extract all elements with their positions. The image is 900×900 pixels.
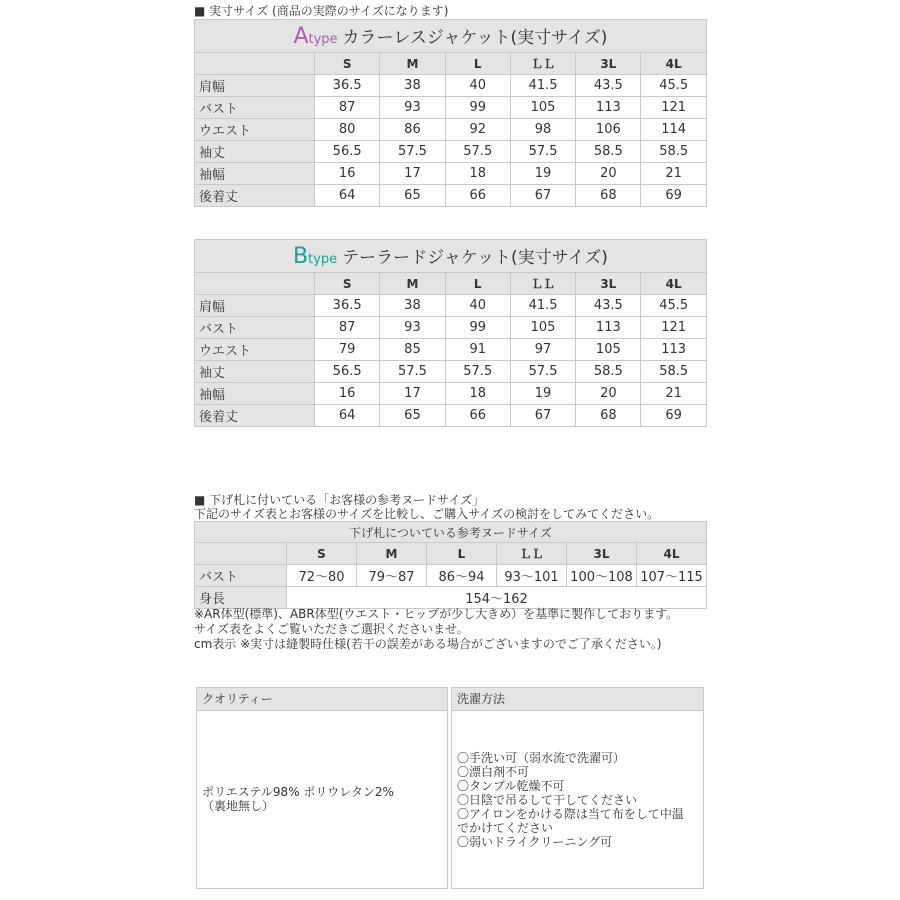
size-header: M (380, 53, 445, 75)
corner-cell (195, 543, 287, 565)
cell: 17 (380, 163, 445, 185)
cell: 121 (641, 317, 706, 339)
cell: 105 (510, 317, 575, 339)
cell: 57.5 (510, 361, 575, 383)
cell: 93 (380, 97, 445, 119)
row-label: バスト (195, 97, 315, 119)
cell: 65 (380, 185, 445, 207)
size-header: L (427, 543, 497, 565)
quality-line: （裏地無し） (202, 799, 275, 813)
row-label: バスト (195, 317, 315, 339)
cell: 36.5 (315, 295, 380, 317)
cell: 45.5 (641, 75, 706, 97)
size-header: S (315, 273, 380, 295)
nude-size-table (194, 521, 707, 609)
table-title-text: テーラードジャケット(実寸サイズ) (342, 248, 608, 268)
size-header: M (357, 543, 427, 565)
washing-line: 〇タンブル乾燥不可 (457, 779, 565, 793)
section-heading-actual-size: ■ 実寸サイズ (商品の実際のサイズになります) (194, 4, 449, 18)
cell: 85 (380, 339, 445, 361)
cell: 38 (380, 295, 445, 317)
cell: 154～162 (287, 587, 707, 609)
cell: 16 (315, 383, 380, 405)
type-label: type (308, 32, 338, 47)
washing-line: でかけてください (457, 821, 554, 835)
cell: 106 (576, 119, 641, 141)
cell: 79 (315, 339, 380, 361)
cell: 65 (380, 405, 445, 427)
cell: 58.5 (641, 141, 706, 163)
size-header-row (195, 273, 707, 295)
note-line: サイズ表をよくご覧いただきご選択くださいませ。 (194, 622, 469, 636)
cell: 41.5 (510, 75, 575, 97)
cell: 57.5 (380, 141, 445, 163)
washing-box (451, 687, 704, 889)
cell: 43.5 (576, 295, 641, 317)
washing-header: 洗濯方法 (452, 688, 703, 711)
size-header: ＬＬ (510, 53, 575, 75)
cell: 114 (641, 119, 706, 141)
row-label: 後着丈 (195, 405, 315, 427)
cell: 113 (576, 317, 641, 339)
cell: 100～108 (567, 565, 637, 587)
section-subheading: 下記のサイズ表とお客様のサイズを比較し、ご購入サイズの検討をしてみてください。 (194, 507, 660, 521)
cell: 69 (641, 405, 706, 427)
size-header: 3L (576, 273, 641, 295)
quality-line: ポリエステル98% ポリウレタン2% (202, 785, 394, 799)
cell: 16 (315, 163, 380, 185)
size-header-row (195, 53, 707, 75)
type-label: type (308, 252, 338, 267)
cell: 86 (380, 119, 445, 141)
cell: 68 (576, 405, 641, 427)
row-label: 肩幅 (195, 75, 315, 97)
size-header: 3L (567, 543, 637, 565)
cell: 99 (445, 97, 510, 119)
row-label: 肩幅 (195, 295, 315, 317)
cell: 64 (315, 185, 380, 207)
washing-body (452, 711, 703, 849)
cell: 18 (445, 383, 510, 405)
cell: 36.5 (315, 75, 380, 97)
cell: 38 (380, 75, 445, 97)
cell: 56.5 (315, 141, 380, 163)
cell: 17 (380, 383, 445, 405)
size-table-b (194, 239, 707, 427)
cell: 19 (510, 383, 575, 405)
note-line: ※AR体型(標準)、ABR体型(ウエスト・ヒップが少し大きめ）を基準に製作しております。 (194, 607, 679, 621)
cell: 93 (380, 317, 445, 339)
cell: 113 (576, 97, 641, 119)
type-letter: A (293, 24, 309, 49)
cell: 80 (315, 119, 380, 141)
cell: 93～101 (497, 565, 567, 587)
note-line: cm表示 ※実寸は縫製時仕様(若干の誤差がある場合がございますのでご了承ください。) (194, 637, 662, 651)
nude-table-caption: 下げ札についている参考ヌードサイズ (195, 522, 707, 543)
size-header: L (445, 53, 510, 75)
washing-line: 〇日陰で吊るして干してください (457, 793, 638, 807)
cell: 79～87 (357, 565, 427, 587)
cell: 19 (510, 163, 575, 185)
size-header: 3L (576, 53, 641, 75)
washing-line: 〇弱いドライクリーニング可 (457, 835, 613, 849)
washing-line: 〇漂白剤不可 (457, 765, 530, 779)
table-title-text: カラーレスジャケット(実寸サイズ) (342, 28, 608, 48)
cell: 57.5 (445, 361, 510, 383)
row-label: ウエスト (195, 119, 315, 141)
size-header: S (315, 53, 380, 75)
cell: 58.5 (576, 141, 641, 163)
cell: 72～80 (287, 565, 357, 587)
table-row (195, 317, 707, 339)
cell: 98 (510, 119, 575, 141)
cell: 113 (641, 339, 706, 361)
table-row (195, 119, 707, 141)
table-row (195, 163, 707, 185)
cell: 105 (576, 339, 641, 361)
cell: 20 (576, 163, 641, 185)
table-row (195, 405, 707, 427)
table-row (195, 141, 707, 163)
table-row (195, 295, 707, 317)
row-label: 袖幅 (195, 383, 315, 405)
cell: 87 (315, 97, 380, 119)
table-row (195, 361, 707, 383)
cell: 40 (445, 295, 510, 317)
type-letter: B (293, 244, 309, 269)
cell: 121 (641, 97, 706, 119)
cell: 97 (510, 339, 575, 361)
size-header: L (445, 273, 510, 295)
cell: 40 (445, 75, 510, 97)
quality-box (196, 687, 448, 889)
table-row (195, 185, 707, 207)
cell: 58.5 (641, 361, 706, 383)
cell: 91 (445, 339, 510, 361)
cell: 57.5 (380, 361, 445, 383)
row-label: 後着丈 (195, 185, 315, 207)
quality-body (197, 711, 447, 813)
section-heading-nude-size: ■ 下げ札に付いている「お客様の参考ヌードサイズ」 (194, 493, 485, 507)
cell: 20 (576, 383, 641, 405)
corner-cell (195, 273, 315, 295)
cell: 86～94 (427, 565, 497, 587)
size-header: 4L (641, 53, 706, 75)
cell: 43.5 (576, 75, 641, 97)
table-row (195, 97, 707, 119)
cell: 92 (445, 119, 510, 141)
cell: 45.5 (641, 295, 706, 317)
size-header: ＬＬ (510, 273, 575, 295)
cell: 69 (641, 185, 706, 207)
table-a-title (195, 20, 707, 53)
cell: 57.5 (445, 141, 510, 163)
cell: 56.5 (315, 361, 380, 383)
cell: 64 (315, 405, 380, 427)
size-header: ＬＬ (497, 543, 567, 565)
size-header: S (287, 543, 357, 565)
cell: 67 (510, 405, 575, 427)
cell: 68 (576, 185, 641, 207)
washing-line: 〇手洗い可（弱水流で洗濯可） (457, 751, 626, 765)
cell: 57.5 (510, 141, 575, 163)
cell: 66 (445, 405, 510, 427)
washing-line: 〇アイロンをかける際は当て布をして中温 (457, 807, 684, 821)
cell: 66 (445, 185, 510, 207)
cell: 58.5 (576, 361, 641, 383)
cell: 87 (315, 317, 380, 339)
cell: 107～115 (637, 565, 707, 587)
table-row (195, 75, 707, 97)
table-b-title (195, 240, 707, 273)
row-label: 袖丈 (195, 361, 315, 383)
cell: 21 (641, 383, 706, 405)
cell: 21 (641, 163, 706, 185)
cell: 99 (445, 317, 510, 339)
row-label: ウエスト (195, 339, 315, 361)
corner-cell (195, 53, 315, 75)
table-row (195, 565, 707, 587)
quality-header: クオリティー (197, 688, 447, 711)
size-table-a (194, 19, 707, 207)
size-header: 4L (641, 273, 706, 295)
cell: 18 (445, 163, 510, 185)
cell: 67 (510, 185, 575, 207)
table-row (195, 383, 707, 405)
size-header: 4L (637, 543, 707, 565)
cell: 41.5 (510, 295, 575, 317)
table-row (195, 587, 707, 609)
size-header: M (380, 273, 445, 295)
size-header-row (195, 543, 707, 565)
table-row (195, 339, 707, 361)
row-label: 袖幅 (195, 163, 315, 185)
row-label: 身長 (195, 587, 287, 609)
cell: 105 (510, 97, 575, 119)
row-label: バスト (195, 565, 287, 587)
row-label: 袖丈 (195, 141, 315, 163)
